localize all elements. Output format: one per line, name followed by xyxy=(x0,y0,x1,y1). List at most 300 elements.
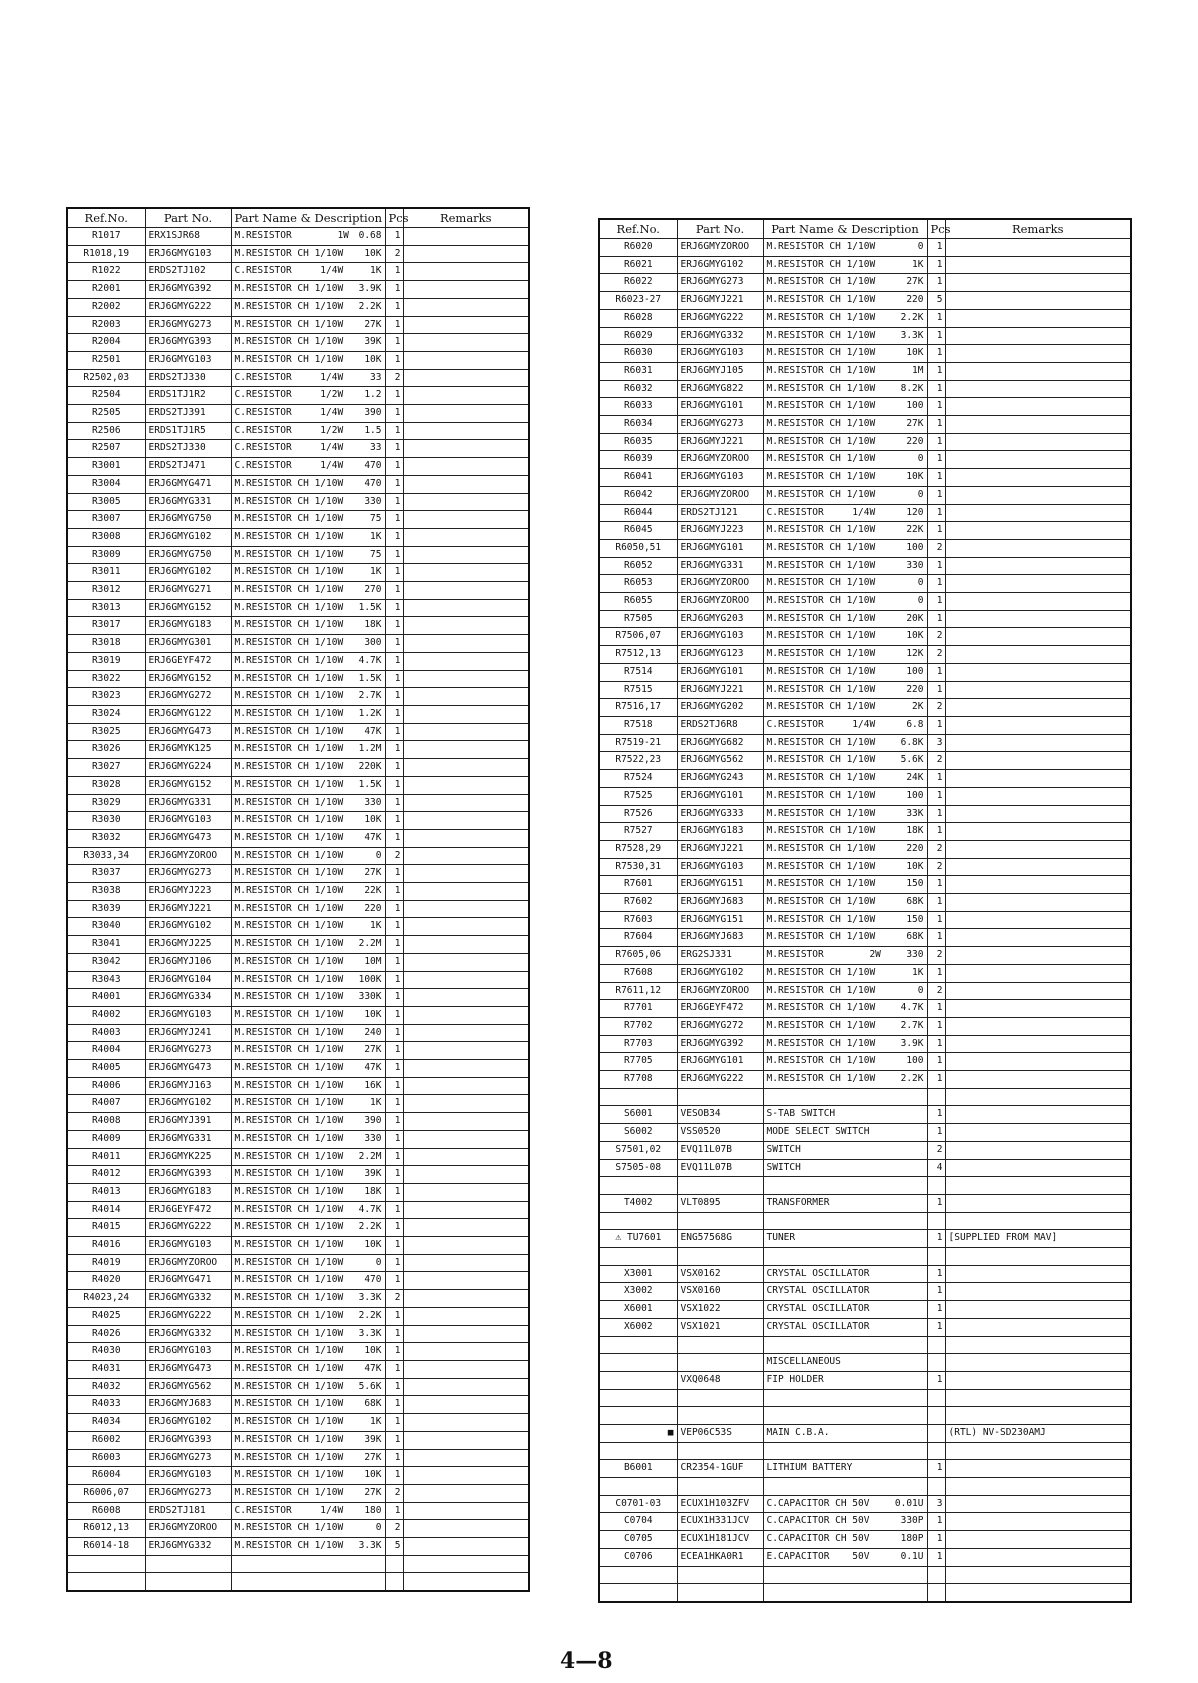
part-no xyxy=(145,1573,231,1591)
part-value: 0 xyxy=(917,488,924,500)
part-name: M.RESISTOR CH 1/10W xyxy=(234,247,344,259)
pcs: 1 xyxy=(927,522,945,540)
part-value: 1K xyxy=(370,566,382,578)
remarks xyxy=(945,327,1131,345)
ref-no: R3039 xyxy=(91,902,121,914)
part-no: ERJ6GMYG271 xyxy=(145,582,231,600)
table-row xyxy=(599,292,1131,310)
part-name: CRYSTAL OSCILLATOR xyxy=(766,1320,870,1332)
table-row xyxy=(67,1573,529,1591)
part-value: 1K xyxy=(370,265,382,277)
ref-cell xyxy=(67,405,145,423)
table-row xyxy=(599,681,1131,699)
table-row xyxy=(599,1265,1131,1283)
remarks xyxy=(945,1177,1131,1195)
ref-cell xyxy=(599,1478,677,1496)
description-cell xyxy=(763,362,927,380)
remarks xyxy=(403,652,529,670)
table-row xyxy=(599,628,1131,646)
part-name: M.RESISTOR CH 1/10W xyxy=(234,1185,344,1197)
ref-cell xyxy=(67,1148,145,1166)
part-no: ERJ6GMYG101 xyxy=(677,663,763,681)
pcs: 1 xyxy=(385,1449,403,1467)
pcs: 1 xyxy=(385,1166,403,1184)
part-value: 1K xyxy=(370,1097,382,1109)
pcs: 2 xyxy=(385,1484,403,1502)
table-row xyxy=(599,1248,1131,1266)
pcs: 1 xyxy=(927,1124,945,1142)
part-value: 300 xyxy=(364,637,382,649)
table-row xyxy=(67,883,529,901)
part-no xyxy=(677,1336,763,1354)
description-cell xyxy=(763,256,927,274)
part-no: ERJ6GMYJ223 xyxy=(677,522,763,540)
description-cell xyxy=(231,493,385,511)
part-name: M.RESISTOR CH 1/10W xyxy=(234,938,344,950)
description-cell xyxy=(763,734,927,752)
remarks xyxy=(403,422,529,440)
remarks xyxy=(403,1396,529,1414)
table-row xyxy=(599,256,1131,274)
ref-no: R3032 xyxy=(91,831,121,843)
ref-cell xyxy=(599,681,677,699)
part-name: M.RESISTOR CH 1/10W xyxy=(234,1168,344,1180)
ref-cell xyxy=(599,1071,677,1089)
remarks xyxy=(945,1442,1131,1460)
part-name: M.RESISTOR CH 1/10W xyxy=(766,630,876,642)
part-name: C.CAPACITOR CH 50V xyxy=(766,1533,870,1545)
ref-no: R6052 xyxy=(623,559,653,571)
ref-no: R4009 xyxy=(91,1132,121,1144)
ref-cell xyxy=(599,1230,677,1248)
part-name: M.RESISTOR CH 1/10W xyxy=(234,743,344,755)
part-value: 4.7K xyxy=(900,1002,924,1014)
pcs: 1 xyxy=(385,493,403,511)
ref-no: R6032 xyxy=(623,382,653,394)
remarks xyxy=(403,670,529,688)
part-no: ERJ6GMYJ683 xyxy=(677,894,763,912)
remarks xyxy=(403,1290,529,1308)
table-row xyxy=(599,398,1131,416)
part-name: M.RESISTOR CH 1/10W xyxy=(234,1469,344,1481)
part-value: 27K xyxy=(364,867,382,879)
remarks xyxy=(403,582,529,600)
part-value: 47K xyxy=(364,1363,382,1374)
pcs: 1 xyxy=(385,1361,403,1379)
remarks xyxy=(403,1573,529,1591)
ref-no: R3028 xyxy=(91,778,121,790)
ref-cell xyxy=(67,1272,145,1290)
pcs: 2 xyxy=(927,752,945,770)
ref-cell xyxy=(599,1495,677,1513)
table-row xyxy=(67,1095,529,1113)
part-value: 1.5 xyxy=(364,424,382,436)
ref-cell xyxy=(599,362,677,380)
remarks xyxy=(945,1053,1131,1071)
table-row xyxy=(67,670,529,688)
part-value: 1K xyxy=(912,966,924,978)
description-cell xyxy=(231,528,385,546)
table-row xyxy=(599,1088,1131,1106)
part-value: 150 xyxy=(906,878,924,890)
part-name: M.RESISTOR CH 1/10W xyxy=(234,1008,344,1020)
part-value: 10K xyxy=(906,860,924,872)
ref-cell xyxy=(67,1095,145,1113)
part-no xyxy=(677,1248,763,1266)
ref-cell xyxy=(67,228,145,246)
ref-no: R2001 xyxy=(91,283,121,295)
description-cell xyxy=(763,1425,927,1443)
ref-no: R7602 xyxy=(623,896,653,908)
ref-no: R3033,34 xyxy=(83,849,130,861)
pcs: 1 xyxy=(385,511,403,529)
ref-no: T4002 xyxy=(623,1196,653,1208)
remarks xyxy=(403,1431,529,1449)
ref-no: R3041 xyxy=(91,938,121,950)
part-no: ERJ6GMYG103 xyxy=(145,1467,231,1485)
pcs: 2 xyxy=(927,646,945,664)
table-row xyxy=(599,1106,1131,1124)
ref-cell xyxy=(599,239,677,257)
ref-no: R3004 xyxy=(91,477,121,489)
part-no: ERJ6GMYG272 xyxy=(677,1017,763,1035)
remarks xyxy=(945,858,1131,876)
description-cell xyxy=(763,646,927,664)
description-cell xyxy=(763,1248,927,1266)
ref-no: C0705 xyxy=(623,1533,653,1545)
ref-cell xyxy=(67,705,145,723)
ref-cell xyxy=(67,1361,145,1379)
part-name: M.RESISTOR CH 1/10W xyxy=(766,860,876,872)
description-cell xyxy=(763,1495,927,1513)
pcs: 2 xyxy=(385,245,403,263)
remarks xyxy=(403,1237,529,1255)
table-row xyxy=(67,865,529,883)
ref-cell xyxy=(599,894,677,912)
part-no: VLT0895 xyxy=(677,1194,763,1212)
pcs: 1 xyxy=(927,345,945,363)
part-value: 3.3K xyxy=(358,1292,382,1304)
ref-no: R3022 xyxy=(91,672,121,684)
part-name: M.RESISTOR CH 1/10W xyxy=(234,548,344,560)
pcs: 2 xyxy=(927,628,945,646)
table-row xyxy=(599,1425,1131,1443)
table-row xyxy=(599,593,1131,611)
part-no: CR2354-1GUF xyxy=(677,1460,763,1478)
part-value: 330P xyxy=(900,1515,924,1527)
pcs: 1 xyxy=(927,1283,945,1301)
part-value: 6.8 xyxy=(906,718,924,730)
part-name: M.RESISTOR CH 1/10W xyxy=(766,471,876,483)
description-cell xyxy=(231,316,385,334)
ref-no: R6044 xyxy=(623,506,653,518)
table-row xyxy=(599,1548,1131,1566)
part-value: 100K xyxy=(358,973,382,985)
part-value: 18K xyxy=(364,1185,382,1197)
description-cell xyxy=(763,1230,927,1248)
part-value: 2.2M xyxy=(358,938,382,950)
ref-cell xyxy=(599,256,677,274)
ref-cell xyxy=(599,663,677,681)
part-value: 27K xyxy=(364,318,382,330)
pcs: 1 xyxy=(385,865,403,883)
ref-cell xyxy=(67,1414,145,1432)
ref-cell xyxy=(599,1425,677,1443)
part-no: ERJ6GMYG273 xyxy=(677,274,763,292)
description-cell xyxy=(763,1584,927,1602)
ref-cell xyxy=(599,858,677,876)
ref-no: R7601 xyxy=(623,878,653,890)
part-no xyxy=(145,1555,231,1573)
part-no: ERJ6GMYG122 xyxy=(145,705,231,723)
part-no: VSX0162 xyxy=(677,1265,763,1283)
ref-cell xyxy=(599,1106,677,1124)
ref-cell xyxy=(67,458,145,476)
remarks xyxy=(403,617,529,635)
part-name: M.RESISTOR CH 1/10W xyxy=(234,1150,344,1162)
remarks xyxy=(403,1325,529,1343)
description-cell xyxy=(763,416,927,434)
ref-no: R6004 xyxy=(91,1469,121,1481)
table-row xyxy=(599,1301,1131,1319)
table-row xyxy=(67,1130,529,1148)
part-name: M.RESISTOR CH 1/10W xyxy=(234,1345,344,1357)
ref-no: S7501,02 xyxy=(615,1143,662,1155)
ref-no: R3042 xyxy=(91,955,121,967)
ref-no: R4007 xyxy=(91,1097,121,1109)
remarks xyxy=(403,228,529,246)
part-value: 470 xyxy=(364,460,382,472)
ref-no: R7702 xyxy=(623,1019,653,1031)
ref-no: R3038 xyxy=(91,885,121,897)
part-value: 470 xyxy=(364,477,382,489)
part-value: 100 xyxy=(906,789,924,801)
pcs: 1 xyxy=(927,805,945,823)
part-value: 10K xyxy=(906,471,924,483)
part-name: M.RESISTOR CH 1/10W xyxy=(766,683,876,695)
pcs: 2 xyxy=(385,1520,403,1538)
table-row xyxy=(599,451,1131,469)
ref-no: R3012 xyxy=(91,584,121,596)
ref-cell xyxy=(599,1371,677,1389)
pcs: 1 xyxy=(927,1106,945,1124)
pcs: 1 xyxy=(927,239,945,257)
part-no: ERJ6GMYG682 xyxy=(677,734,763,752)
pcs: 1 xyxy=(927,770,945,788)
description-cell xyxy=(231,1272,385,1290)
ref-no: R4004 xyxy=(91,1044,121,1056)
part-name: C.CAPACITOR CH 50V xyxy=(766,1497,870,1509)
pcs: 1 xyxy=(385,351,403,369)
ref-cell xyxy=(67,883,145,901)
ref-no: R6053 xyxy=(623,577,653,589)
pcs: 1 xyxy=(385,334,403,352)
part-value: 0.68 xyxy=(358,230,382,241)
ref-cell xyxy=(599,1389,677,1407)
ref-no: S6001 xyxy=(623,1108,653,1120)
part-no: ERJ6GMYG101 xyxy=(677,1053,763,1071)
part-name: SWITCH xyxy=(766,1161,801,1173)
remarks xyxy=(403,865,529,883)
part-no xyxy=(677,1442,763,1460)
part-value: 12K xyxy=(906,648,924,660)
part-name: M.RESISTOR CH 1/10W xyxy=(766,701,876,713)
ref-no: R3027 xyxy=(91,761,121,773)
ref-no: R4005 xyxy=(91,1062,121,1074)
pcs: 1 xyxy=(385,989,403,1007)
pcs: 1 xyxy=(385,316,403,334)
description-cell xyxy=(763,681,927,699)
part-no: ERJ6GMYZOROO xyxy=(677,451,763,469)
part-name: M.RESISTOR CH 1/10W xyxy=(234,849,344,861)
ref-cell xyxy=(67,351,145,369)
part-value: 1K xyxy=(370,530,382,542)
table-row xyxy=(599,1141,1131,1159)
ref-cell xyxy=(599,1531,677,1549)
ref-no: R4033 xyxy=(91,1398,121,1410)
description-cell xyxy=(763,1177,927,1195)
ref-cell xyxy=(67,298,145,316)
pcs: 1 xyxy=(385,546,403,564)
description-cell xyxy=(231,900,385,918)
remarks xyxy=(403,1272,529,1290)
part-no: ERJ6GMYG103 xyxy=(677,858,763,876)
ref-cell xyxy=(599,575,677,593)
ref-cell xyxy=(599,929,677,947)
pcs: 1 xyxy=(385,1113,403,1131)
part-name: M.RESISTOR CH 1/10W xyxy=(766,1073,876,1085)
table-row xyxy=(67,652,529,670)
part-no: ERJ6GMYG750 xyxy=(145,511,231,529)
pcs: 1 xyxy=(385,794,403,812)
part-name: M.RESISTOR CH 1/10W xyxy=(766,931,876,943)
remarks xyxy=(945,947,1131,965)
pcs: 1 xyxy=(385,1148,403,1166)
ref-cell xyxy=(67,546,145,564)
part-value: 4.7K xyxy=(358,1203,382,1215)
part-no: VSX0160 xyxy=(677,1283,763,1301)
description-cell xyxy=(763,522,927,540)
ref-cell xyxy=(67,440,145,458)
remarks xyxy=(945,1212,1131,1230)
pcs: 1 xyxy=(927,894,945,912)
part-name: M.RESISTOR CH 1/10W xyxy=(234,336,344,348)
part-name: M.RESISTOR CH 1/10W xyxy=(234,1221,344,1233)
part-name: M.RESISTOR CH 1/10W xyxy=(766,878,876,890)
part-no: ERJ6GMYG392 xyxy=(677,1035,763,1053)
ref-cell xyxy=(599,1584,677,1602)
part-no: ERJ6GMYG103 xyxy=(145,1237,231,1255)
part-no: ERJ6GMYG183 xyxy=(145,617,231,635)
part-name: M.RESISTOR CH 1/10W xyxy=(766,347,876,359)
ref-cell xyxy=(67,989,145,1007)
part-no: VSX1022 xyxy=(677,1301,763,1319)
pcs xyxy=(385,1573,403,1591)
description-cell xyxy=(763,876,927,894)
part-value: 27K xyxy=(906,418,924,430)
part-name: C.RESISTOR 1/4W xyxy=(234,1504,344,1516)
ref-no: R6034 xyxy=(623,418,653,430)
ref-no: R4034 xyxy=(91,1416,121,1428)
remarks xyxy=(403,953,529,971)
pcs xyxy=(927,1425,945,1443)
remarks xyxy=(403,316,529,334)
pcs: 1 xyxy=(927,1230,945,1248)
remarks xyxy=(945,1017,1131,1035)
description-cell xyxy=(231,1130,385,1148)
part-name: M.RESISTOR CH 1/10W xyxy=(234,955,344,967)
description-cell xyxy=(763,1336,927,1354)
ref-cell xyxy=(67,1166,145,1184)
ref-cell xyxy=(67,829,145,847)
remarks xyxy=(403,405,529,423)
description-cell xyxy=(231,741,385,759)
ref-cell xyxy=(67,1573,145,1591)
header-pcs: Pcs xyxy=(385,208,403,228)
part-name: M.RESISTOR CH 1/10W xyxy=(234,1239,344,1251)
part-no: ERJ6GMYG273 xyxy=(145,1042,231,1060)
ref-cell xyxy=(67,936,145,954)
ref-cell xyxy=(67,1325,145,1343)
header-desc: Part Name & Description xyxy=(231,208,385,228)
part-name: M.RESISTOR CH 1/10W xyxy=(234,973,344,985)
part-value: 47K xyxy=(364,831,382,843)
pcs: 2 xyxy=(385,369,403,387)
pcs: 1 xyxy=(927,327,945,345)
ref-cell xyxy=(599,1000,677,1018)
table-row xyxy=(67,971,529,989)
part-name: M.RESISTOR CH 1/10W xyxy=(234,991,344,1003)
ref-no: R4031 xyxy=(91,1363,121,1374)
part-no: ERJ6GMYG183 xyxy=(145,1183,231,1201)
ref-cell xyxy=(67,1538,145,1556)
part-value: 22K xyxy=(906,524,924,536)
remarks xyxy=(403,759,529,777)
part-no: ERJ6GMYG152 xyxy=(145,776,231,794)
table-row xyxy=(67,1431,529,1449)
ref-cell xyxy=(599,752,677,770)
part-no: ERJ6GMYZOROO xyxy=(145,1254,231,1272)
ref-cell xyxy=(67,918,145,936)
part-no: ERJ6GMYG273 xyxy=(145,316,231,334)
part-name: M.RESISTOR CH 1/10W xyxy=(234,1274,344,1286)
table-row xyxy=(67,369,529,387)
part-name: MISCELLANEOUS xyxy=(766,1356,841,1368)
part-no: ERJ6GMYG103 xyxy=(677,345,763,363)
table-row xyxy=(599,770,1131,788)
part-value: 10K xyxy=(364,1345,382,1357)
remarks xyxy=(945,787,1131,805)
part-no: ERJ6GMYG331 xyxy=(145,794,231,812)
remarks xyxy=(403,1148,529,1166)
ref-no: R6008 xyxy=(91,1504,121,1516)
remarks xyxy=(945,840,1131,858)
part-name: M.RESISTOR CH 1/10W xyxy=(234,513,344,525)
ref-no: R3037 xyxy=(91,867,121,879)
pcs xyxy=(927,1088,945,1106)
part-no: ERJ6GMYG471 xyxy=(145,475,231,493)
part-no: ERJ6GMYZOROO xyxy=(677,575,763,593)
description-cell xyxy=(763,1265,927,1283)
ref-cell xyxy=(67,1307,145,1325)
part-no: ERJ6GMYG273 xyxy=(145,1484,231,1502)
table-row xyxy=(599,1584,1131,1602)
ref-no: R3040 xyxy=(91,920,121,932)
remarks xyxy=(945,239,1131,257)
ref-cell xyxy=(67,652,145,670)
part-name: M.RESISTOR CH 1/10W xyxy=(234,619,344,631)
remarks xyxy=(945,734,1131,752)
